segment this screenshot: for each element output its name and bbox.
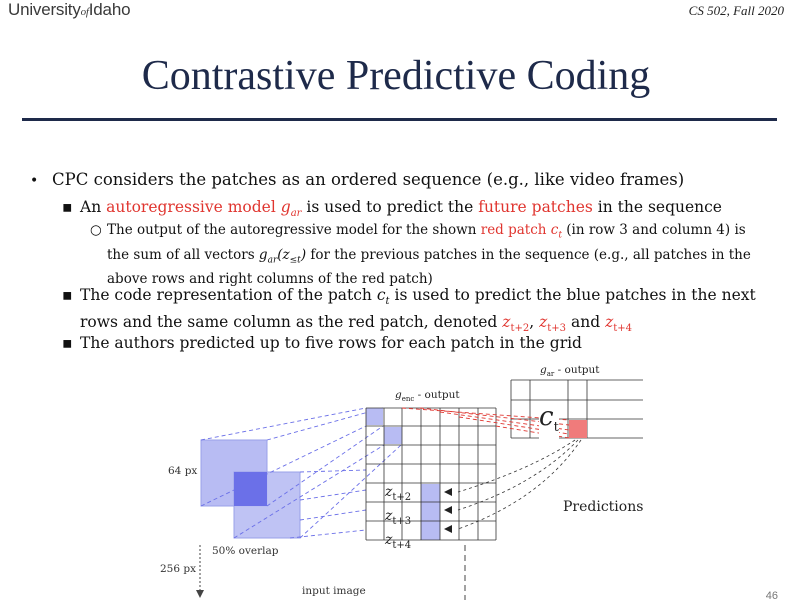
genc-output-label xyxy=(395,389,460,403)
prediction-lines xyxy=(458,440,581,529)
arrow-left-icon xyxy=(444,525,452,533)
b1b-l1-end: is used to predict the blue patches in the next xyxy=(394,286,756,304)
arrow-left-icon xyxy=(444,506,452,514)
title-rule xyxy=(22,118,777,121)
ct-sub: t xyxy=(553,420,559,436)
page-number: 46 xyxy=(765,590,778,602)
input-image-label: input image xyxy=(302,585,366,597)
arrow-left-icon xyxy=(444,488,452,496)
bullet-1-text: CPC considers the patches as an ordered sequence (e.g., like video frames) xyxy=(52,170,685,189)
z1-sub: t+2 xyxy=(392,491,412,503)
b1ai-l2-pre: the sum of all vectors xyxy=(107,246,255,263)
b1ai-l2-close: ) xyxy=(300,246,307,263)
b1a-pre: An xyxy=(80,198,102,216)
z2: z xyxy=(385,507,393,524)
b1a-math-sub: ar xyxy=(290,208,302,220)
enc-cell-2 xyxy=(384,427,402,444)
z3: z xyxy=(385,531,393,548)
b1b-z2-sub: t+3 xyxy=(547,323,567,335)
b1b-l1-sub: t xyxy=(385,296,390,308)
px64-label: 64 px xyxy=(168,465,198,477)
b1a-red-autoregressive: autoregressive model xyxy=(106,198,276,216)
b1b-l2-pre: rows and the same column as the red patch, denoted xyxy=(80,313,498,332)
b1b-and: and xyxy=(570,313,601,332)
bullet-1 xyxy=(30,170,38,191)
ar-grid xyxy=(511,380,643,438)
z1: z xyxy=(385,484,393,500)
square-bullet-icon: ▪ xyxy=(62,334,73,352)
circle-bullet-icon: ○ xyxy=(90,222,102,238)
overlap-label: 50% overlap xyxy=(212,545,279,557)
enc-pred-column xyxy=(421,484,440,540)
b1b-z1: z xyxy=(502,313,511,332)
b1ai-l2-sub: ar xyxy=(267,255,278,266)
b1ai-l1-math: c xyxy=(550,222,559,238)
b1b-z1-sub: t+2 xyxy=(510,323,530,335)
logo-end-text: Idaho xyxy=(88,0,131,19)
down-arrow-icon xyxy=(196,590,204,598)
b1ai-l1-sub: t xyxy=(558,230,562,241)
b1b-z3-sub: t+4 xyxy=(613,323,632,335)
ct-label xyxy=(539,402,559,443)
b1a-end: in the sequence xyxy=(597,198,722,216)
b1b-comma: , xyxy=(529,313,535,332)
genc-sub: enc xyxy=(401,395,415,404)
gar-end: - output xyxy=(557,364,600,376)
genc-g: g xyxy=(395,389,402,401)
logo-main-text: University xyxy=(8,0,81,19)
logo-of-text: of xyxy=(80,6,89,18)
gar-sub: ar xyxy=(546,370,555,379)
b1ai-l1-red: red patch xyxy=(480,222,547,238)
z3-sub: t+4 xyxy=(392,539,412,551)
b1a-mid: is used to predict the xyxy=(306,198,474,216)
slide-title: Contrastive Predictive Coding xyxy=(141,53,651,99)
genc-end: - output xyxy=(417,389,460,401)
university-logo xyxy=(8,0,130,20)
b1b-l1-pre: The code representation of the patch xyxy=(80,286,372,304)
course-label: CS 502, Fall 2020 xyxy=(688,3,784,18)
z2-sub: t+3 xyxy=(392,515,412,527)
px256-label: 256 px xyxy=(160,563,197,575)
enc-cell-1 xyxy=(366,408,383,425)
b1ai-l1-end: (in row 3 and column 4) is xyxy=(566,222,746,238)
b1ai-l1-pre: The output of the autoregressive model for the shown xyxy=(107,222,477,238)
ct-c: c xyxy=(539,402,554,432)
b1ai-l2-end: for the previous patches in the sequence (e.g., all patches in the xyxy=(310,246,751,263)
bullet-1a-i xyxy=(107,221,772,289)
b1b-z2: z xyxy=(539,313,548,332)
patch-overlap xyxy=(234,472,267,506)
gar-output-label xyxy=(540,364,600,378)
b1a-math-g: g xyxy=(280,198,291,216)
b1ai-l2-arg: (z xyxy=(277,246,290,263)
b1ai-l3: above rows and right columns of the red patch) xyxy=(107,271,433,288)
b1a-red-future: future patches xyxy=(478,198,593,216)
square-bullet-icon: ▪ xyxy=(62,198,73,216)
predictions-label: Predictions xyxy=(563,499,644,515)
bullet-dot-icon: • xyxy=(30,173,39,189)
prediction-arrows xyxy=(444,488,452,533)
b1ai-l2-argsub: ≤t xyxy=(289,255,301,266)
b1b-l1-math: c xyxy=(376,286,386,304)
b1ai-l2-math: g xyxy=(258,246,268,263)
ct-red-patch xyxy=(569,420,587,438)
square-bullet-icon: ▪ xyxy=(62,286,73,304)
z-labels xyxy=(385,483,411,554)
b1b-z3: z xyxy=(605,313,614,332)
bullet-1b xyxy=(80,285,770,339)
gar-g: g xyxy=(540,364,547,376)
bullet-1c: The authors predicted up to five rows for each patch in the grid xyxy=(80,334,582,352)
